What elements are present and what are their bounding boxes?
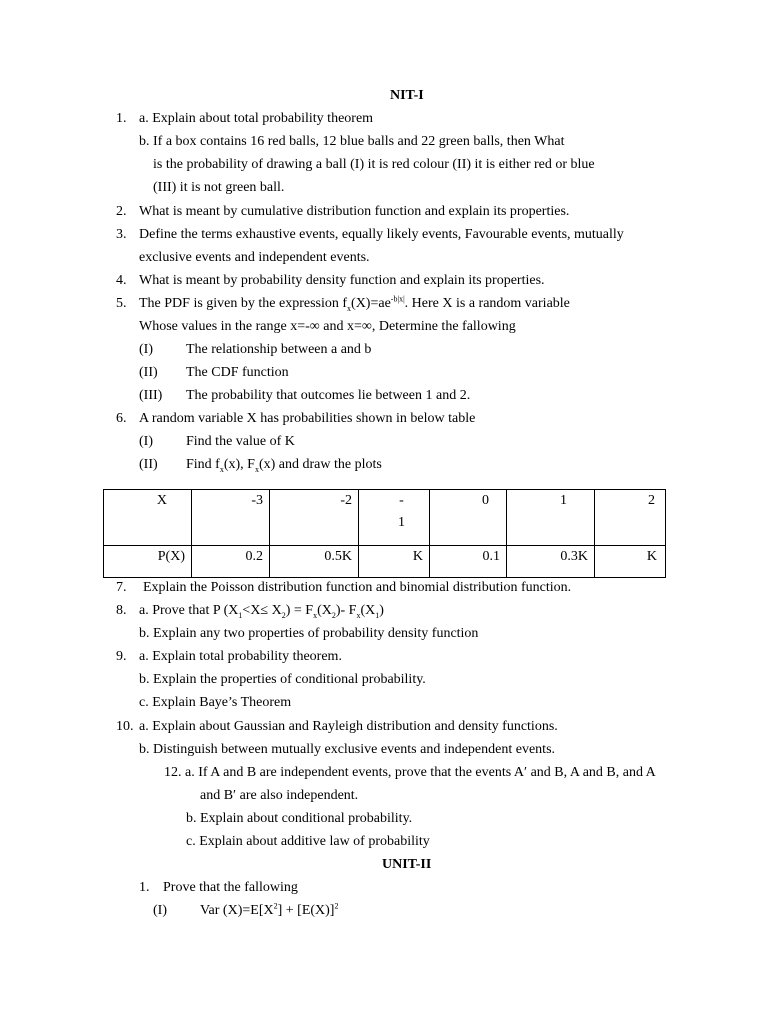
table-cell: -3	[192, 490, 270, 546]
table-cell: 0.5K	[270, 546, 359, 578]
question-1a: a. Explain about total probability theorem	[139, 111, 374, 126]
question-6-item-2: Find $f_x(x)$, $F_x(x)$ and draw the plots	[186, 457, 382, 474]
question-10a: a. Explain about Gaussian and Rayleigh distribution and density functions.	[139, 719, 558, 734]
table-cell: P(X)	[104, 546, 192, 578]
question-8b: b. Explain any two properties of probability density function	[139, 626, 479, 641]
table-row	[104, 546, 666, 578]
question-7: Explain the Poisson distribution function and binomial distribution function.	[143, 580, 572, 595]
question-12c: c. Explain about additive law of probability	[186, 834, 430, 849]
question-5-number: 5.	[116, 296, 127, 311]
table-cell-line: -	[399, 493, 404, 508]
question-9b: b. Explain the properties of conditional probability.	[139, 672, 426, 687]
question-7-number: 7.	[116, 580, 127, 595]
question-6-item-1: Find the value of K	[186, 434, 295, 449]
question-3-line2: exclusive events and independent events.	[139, 250, 370, 265]
question-6-item-1-number: (I)	[139, 434, 153, 449]
table-cell: K	[595, 546, 666, 578]
question-10b: b. Distinguish between mutually exclusive events and independent events.	[139, 742, 556, 757]
unit-2-question-1-number: 1.	[139, 880, 150, 895]
question-1b-line2: is the probability of drawing a ball (I) it is red colour (II) it is either red or blue	[153, 157, 595, 172]
question-1b-line3: (III) it is not green ball.	[153, 180, 285, 195]
question-6: A random variable X has probabilities shown in below table	[139, 411, 476, 426]
question-12a-line2: and B′ are also independent.	[200, 788, 359, 803]
unit-1-title: NIT-I	[390, 88, 424, 103]
question-4-number: 4.	[116, 273, 127, 288]
table-cell: 0	[430, 490, 507, 546]
probability-table	[103, 489, 666, 578]
question-5-line2: Whose values in the range x=-∞ and x=∞, Determine the fallowing	[139, 319, 516, 334]
question-1-number: 1.	[116, 111, 127, 126]
table-cell: 0.3K	[507, 546, 595, 578]
table-cell: -2	[270, 490, 359, 546]
question-4: What is meant by probability density function and explain its properties.	[139, 273, 545, 288]
table-row	[104, 490, 666, 546]
question-1b-line1: b. If a box contains 16 red balls, 12 blue balls and 22 green balls, then What	[139, 134, 565, 149]
question-10-number: 10.	[116, 719, 134, 734]
table-cell: X	[104, 490, 192, 546]
question-12b: b. Explain about conditional probability.	[186, 811, 413, 826]
question-9a: a. Explain total probability theorem.	[139, 649, 342, 664]
question-8-number: 8.	[116, 603, 127, 618]
question-2: What is meant by cumulative distribution function and explain its properties.	[139, 204, 570, 219]
question-2-number: 2.	[116, 204, 127, 219]
question-6-item-2-number: (II)	[139, 457, 158, 472]
question-8a: a. Prove that P $(X_1<X\le X_2) = F_x(X_2)-$ $F_x(X_1)$	[139, 603, 384, 620]
question-9c: c. Explain Baye’s Theorem	[139, 695, 292, 710]
question-5-item-1: The relationship between a and b	[186, 342, 372, 357]
question-5-item-3-number: (III)	[139, 388, 163, 403]
unit-2-question-1-item-1: Var $(X)=E[X^2] + [E(X)]^2$	[200, 901, 339, 918]
table-cell-line: 1	[398, 515, 405, 530]
table-cell: 0.1	[430, 546, 507, 578]
question-5-item-3: The probability that outcomes lie between 1 and 2.	[186, 388, 471, 403]
unit-2-title: UNIT-II	[382, 857, 432, 872]
unit-2-question-1-item-1-number: (I)	[153, 903, 167, 918]
unit-2-question-1: Prove that the fallowing	[163, 880, 298, 895]
table-cell: 2	[595, 490, 666, 546]
question-5-item-1-number: (I)	[139, 342, 153, 357]
question-5-item-2-number: (II)	[139, 365, 158, 380]
table-cell: K	[359, 546, 430, 578]
table-cell: 0.2	[192, 546, 270, 578]
question-12a-line1: 12. a. If A and B are independent events, prove that the events A′ and B, A and B, and A	[164, 765, 656, 780]
question-3-line1: Define the terms exhaustive events, equally likely events, Favourable events, mutually	[139, 227, 624, 242]
table-cell	[359, 490, 430, 546]
question-9-number: 9.	[116, 649, 127, 664]
question-5-line1: The PDF is given by the expression $f_x(X)=ae^{-b|x|}$. Here X is a random variable	[139, 294, 570, 313]
table-cell: 1	[507, 490, 595, 546]
question-5-item-2: The CDF function	[186, 365, 289, 380]
question-6-number: 6.	[116, 411, 127, 426]
question-3-number: 3.	[116, 227, 127, 242]
